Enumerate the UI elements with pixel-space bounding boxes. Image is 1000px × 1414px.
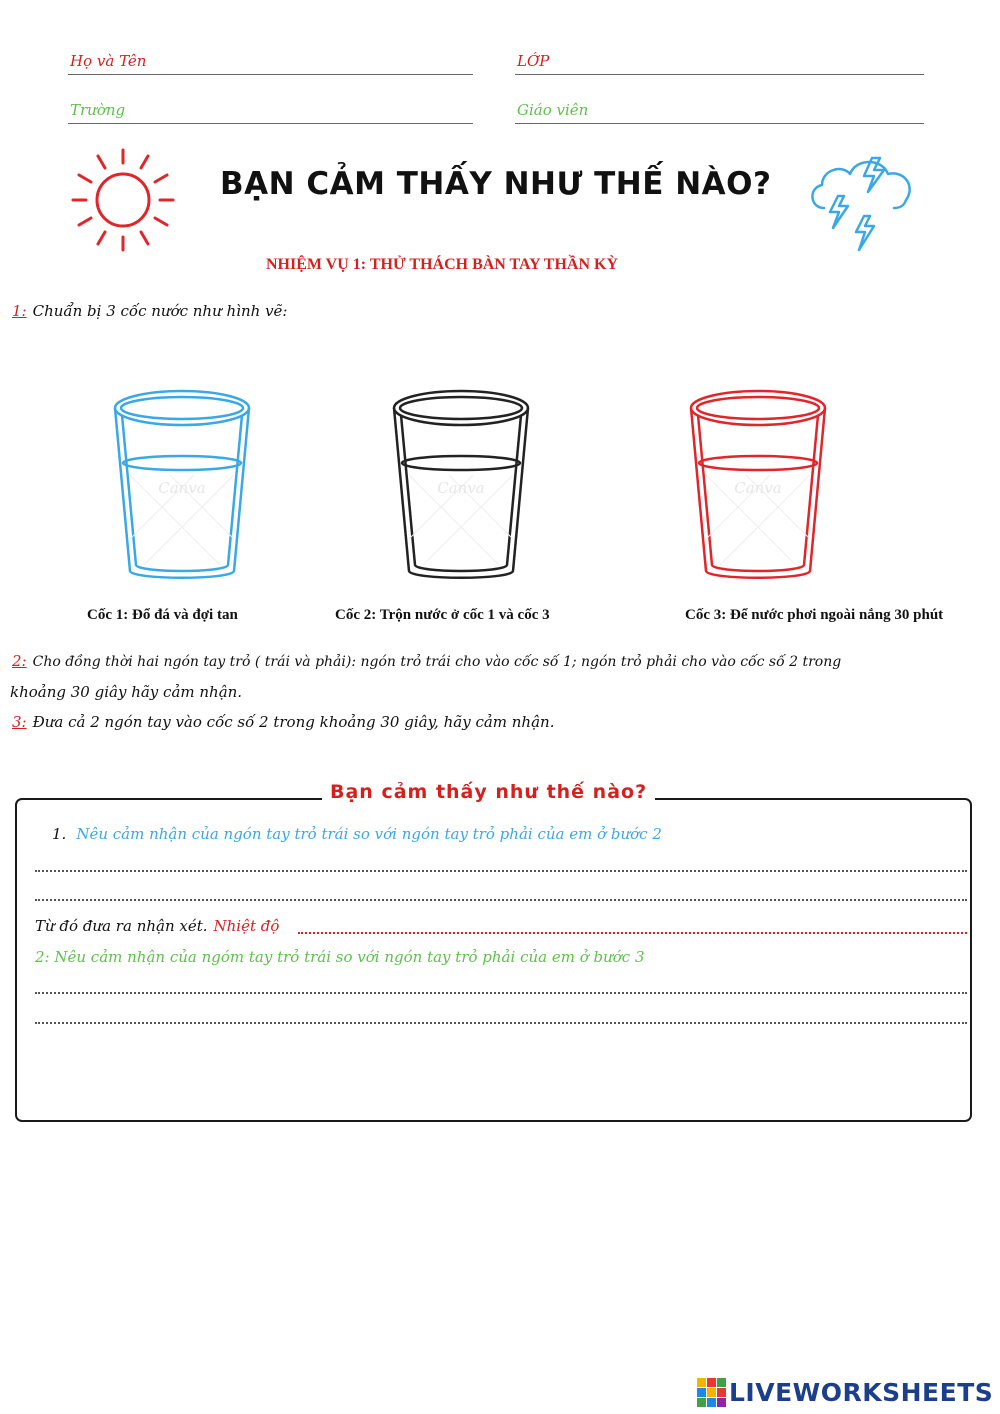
step-2-number: 2: bbox=[12, 652, 27, 670]
cup-1-watermark: Canva bbox=[158, 479, 206, 497]
question-1-text: Nêu cảm nhận của ngón tay trỏ trái so với ngón tay trỏ phải của em ở bước 2 bbox=[76, 825, 662, 843]
remark-line bbox=[35, 917, 279, 935]
answer-line-4[interactable] bbox=[35, 1022, 967, 1024]
step-2-text-line1: Cho đồng thời hai ngón tay trỏ ( trái và phải): ngón trỏ trái cho vào cốc số 1; ngón trỏ phải cho vào cốc số 2 trong bbox=[32, 654, 842, 670]
step-1-number: 1: bbox=[12, 302, 27, 320]
cup-3-caption: Cốc 3: Để nước phơi ngoài nắng 30 phút bbox=[685, 607, 944, 623]
step-2 bbox=[12, 652, 841, 670]
task-heading: NHIỆM VỤ 1: THỬ THÁCH BÀN TAY THẦN KỲ bbox=[265, 256, 619, 273]
class-line[interactable] bbox=[515, 74, 924, 75]
question-1-number: 1. bbox=[52, 825, 67, 843]
sun-icon bbox=[68, 145, 178, 255]
step-1-text: Chuẩn bị 3 cốc nước như hình vẽ: bbox=[32, 302, 288, 320]
cup-2-image bbox=[389, 385, 534, 590]
name-line[interactable] bbox=[68, 74, 473, 75]
class-label: LỚP bbox=[517, 52, 550, 70]
cup-2-watermark: Canva bbox=[437, 479, 485, 497]
liveworksheets-logo bbox=[697, 1378, 993, 1407]
cup-1-image bbox=[110, 385, 255, 590]
cup-3-image bbox=[686, 385, 831, 590]
teacher-line[interactable] bbox=[515, 123, 924, 124]
step-3-number: 3: bbox=[12, 713, 27, 731]
question-1 bbox=[52, 825, 662, 843]
answer-box-title: Bạn cảm thấy như thế nào? bbox=[322, 781, 655, 803]
step-3 bbox=[12, 713, 554, 731]
remark-dots[interactable] bbox=[298, 932, 967, 934]
remark-prefix: Từ đó đưa ra nhận xét. bbox=[35, 917, 208, 935]
teacher-label: Giáo viên bbox=[517, 101, 589, 119]
step-1 bbox=[12, 302, 287, 320]
cup-2-caption: Cốc 2: Trộn nước ở cốc 1 và cốc 3 bbox=[335, 607, 550, 623]
school-label: Trường bbox=[70, 101, 126, 119]
step-2-continued: khoảng 30 giây hãy cảm nhận. bbox=[10, 683, 243, 701]
storm-cloud-icon bbox=[806, 150, 918, 255]
name-label: Họ và Tên bbox=[70, 52, 147, 70]
remark-temperature: Nhiệt độ bbox=[213, 917, 280, 935]
answer-line-3[interactable] bbox=[35, 992, 967, 994]
school-line[interactable] bbox=[68, 123, 473, 124]
answer-line-1[interactable] bbox=[35, 870, 967, 872]
question-2: 2: Nêu cảm nhận của ngóm tay trỏ trái so với ngón tay trỏ phải của em ở bước 3 bbox=[35, 948, 645, 966]
logo-text: LIVEWORKSHEETS bbox=[729, 1378, 994, 1407]
step-3-text: Đưa cả 2 ngón tay vào cốc số 2 trong khoảng 30 giây, hãy cảm nhận. bbox=[32, 713, 555, 731]
answer-line-2[interactable] bbox=[35, 899, 967, 901]
cup-3-watermark: Canva bbox=[734, 479, 782, 497]
cup-1-caption: Cốc 1: Đổ đá và đợi tan bbox=[87, 607, 238, 623]
page-title: BẠN CẢM THẤY NHƯ THẾ NÀO? bbox=[220, 166, 772, 202]
logo-blocks-icon bbox=[697, 1378, 726, 1407]
